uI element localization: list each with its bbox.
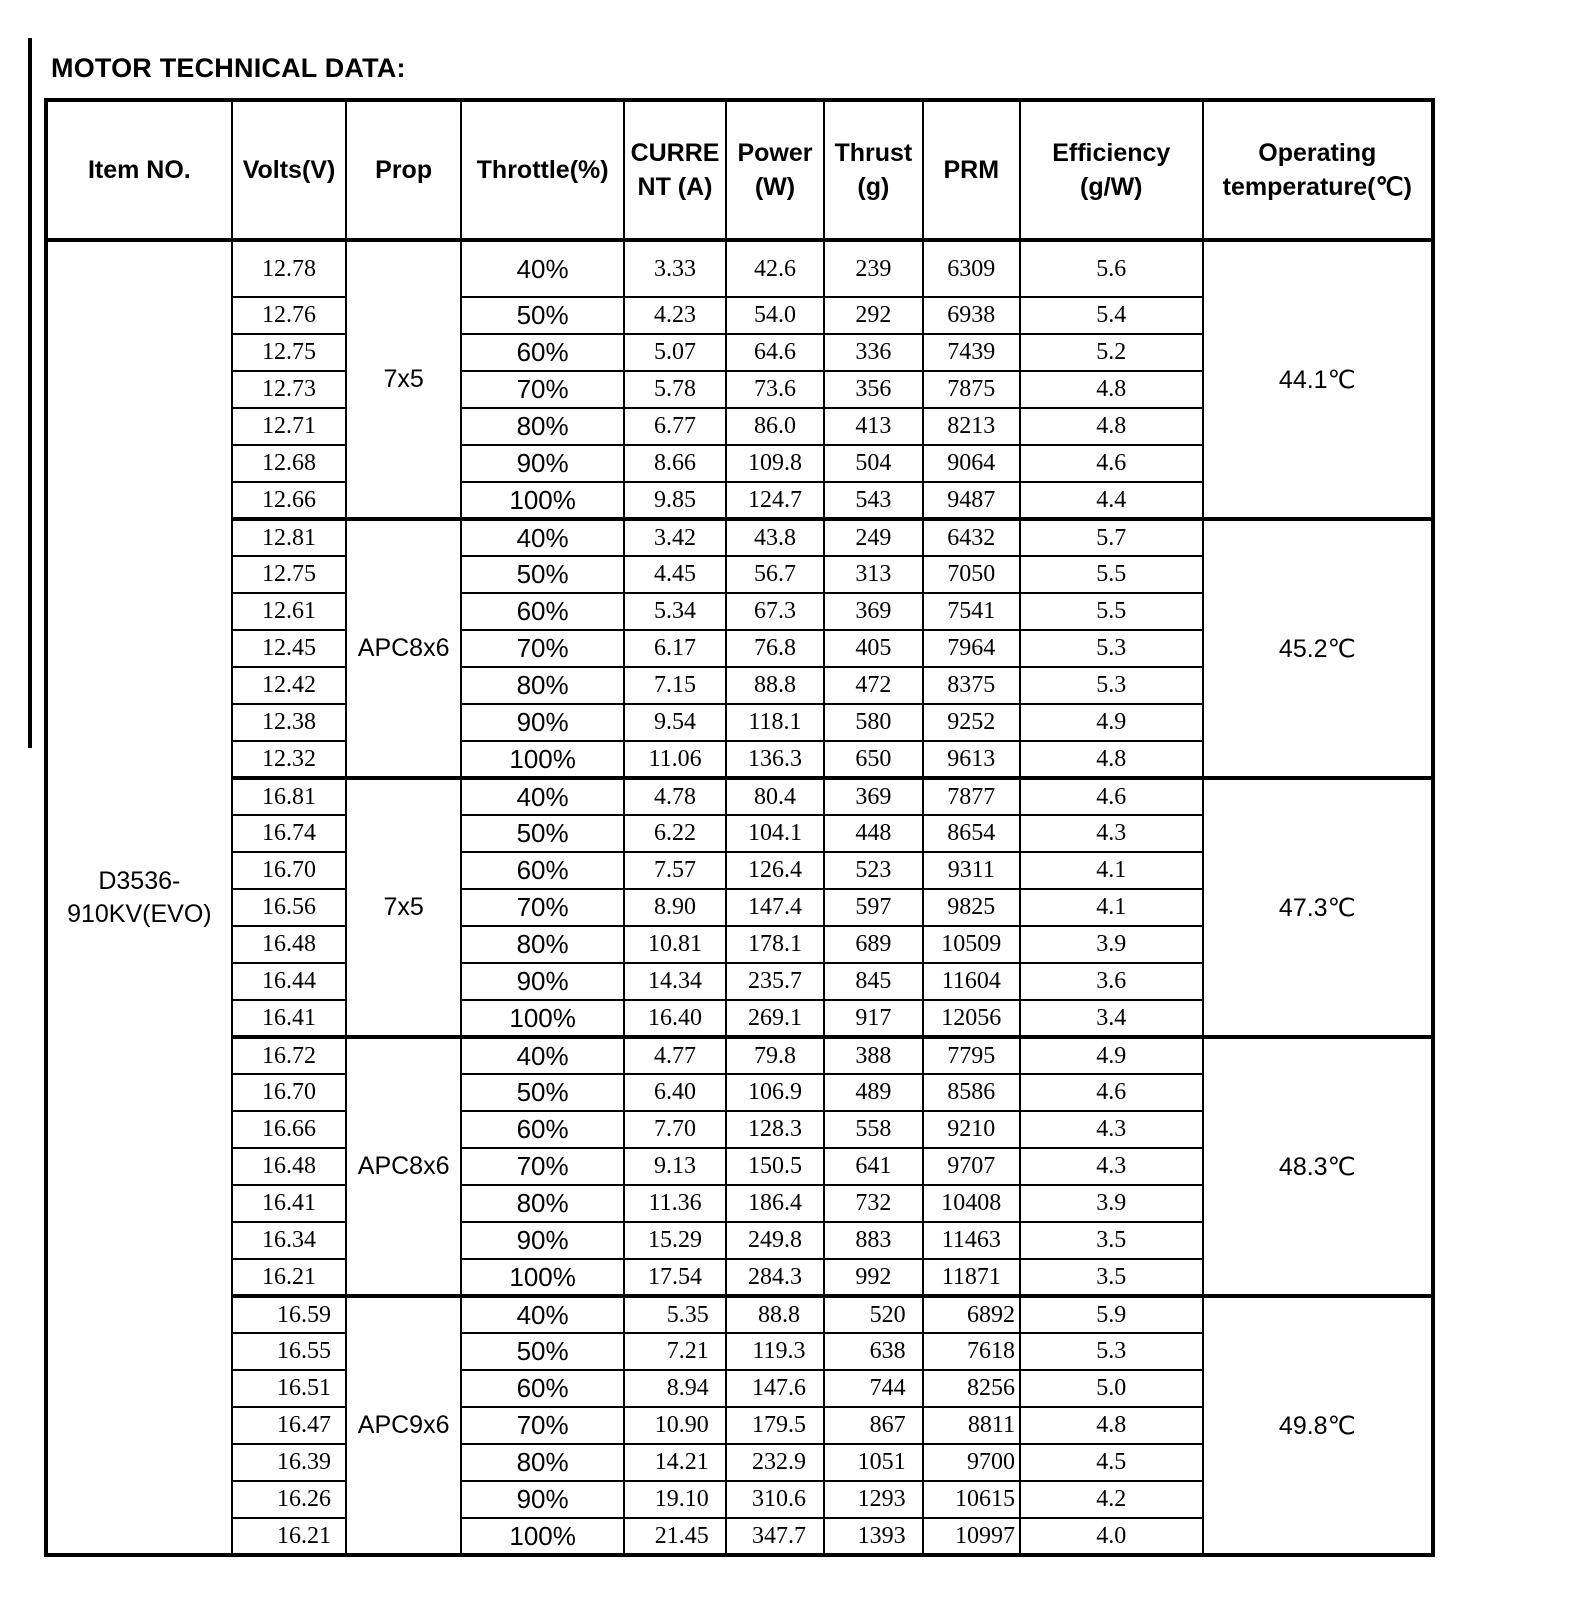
volts-cell: 16.41	[232, 1000, 347, 1037]
current-cell: 3.42	[624, 519, 725, 556]
volts-cell: 16.56	[232, 889, 347, 926]
thrust-cell: 520	[824, 1296, 922, 1333]
thrust-cell: 1393	[824, 1518, 922, 1555]
efficiency-cell: 4.4	[1020, 482, 1203, 519]
efficiency-cell: 5.7	[1020, 519, 1203, 556]
volts-cell: 12.78	[232, 240, 347, 297]
power-cell: 76.8	[726, 630, 824, 667]
efficiency-cell: 4.3	[1020, 1111, 1203, 1148]
thrust-cell: 641	[824, 1148, 922, 1185]
thrust-cell: 732	[824, 1185, 922, 1222]
current-cell: 6.22	[624, 815, 725, 852]
prm-cell: 7439	[923, 334, 1020, 371]
throttle-cell: 50%	[461, 815, 624, 852]
power-cell: 284.3	[726, 1259, 824, 1296]
power-cell: 109.8	[726, 445, 824, 482]
volts-cell: 12.71	[232, 408, 347, 445]
power-cell: 150.5	[726, 1148, 824, 1185]
volts-cell: 16.59	[232, 1296, 347, 1333]
volts-cell: 16.66	[232, 1111, 347, 1148]
current-cell: 10.90	[624, 1407, 725, 1444]
prop-cell: APC8x6	[346, 1037, 461, 1296]
efficiency-cell: 5.9	[1020, 1296, 1203, 1333]
prm-cell: 8586	[923, 1074, 1020, 1111]
header-volts: Volts(V)	[232, 100, 347, 240]
power-cell: 104.1	[726, 815, 824, 852]
power-cell: 118.1	[726, 704, 824, 741]
throttle-cell: 60%	[461, 1111, 624, 1148]
power-cell: 186.4	[726, 1185, 824, 1222]
efficiency-cell: 3.4	[1020, 1000, 1203, 1037]
throttle-cell: 60%	[461, 1370, 624, 1407]
volts-cell: 12.75	[232, 334, 347, 371]
current-cell: 19.10	[624, 1481, 725, 1518]
efficiency-cell: 5.0	[1020, 1370, 1203, 1407]
prm-cell: 10615	[923, 1481, 1020, 1518]
prm-cell: 9825	[923, 889, 1020, 926]
thrust-cell: 650	[824, 741, 922, 778]
volts-cell: 12.42	[232, 667, 347, 704]
efficiency-cell: 4.9	[1020, 704, 1203, 741]
efficiency-cell: 4.8	[1020, 1407, 1203, 1444]
volts-cell: 12.81	[232, 519, 347, 556]
volts-cell: 12.66	[232, 482, 347, 519]
power-cell: 79.8	[726, 1037, 824, 1074]
prm-cell: 7618	[923, 1333, 1020, 1370]
item-no-cell: D3536-910KV(EVO)	[46, 240, 232, 1555]
thrust-cell: 689	[824, 926, 922, 963]
table-row	[46, 519, 1433, 556]
thrust-cell: 388	[824, 1037, 922, 1074]
power-cell: 42.6	[726, 240, 824, 297]
throttle-cell: 70%	[461, 1407, 624, 1444]
prm-cell: 9707	[923, 1148, 1020, 1185]
power-cell: 67.3	[726, 593, 824, 630]
header-item-no: Item NO.	[46, 100, 232, 240]
throttle-cell: 70%	[461, 889, 624, 926]
power-cell: 43.8	[726, 519, 824, 556]
header-thrust: Thrust (g)	[824, 100, 922, 240]
volts-cell: 12.61	[232, 593, 347, 630]
power-cell: 235.7	[726, 963, 824, 1000]
header-power: Power(W)	[726, 100, 824, 240]
throttle-cell: 70%	[461, 630, 624, 667]
efficiency-cell: 5.5	[1020, 593, 1203, 630]
current-cell: 6.17	[624, 630, 725, 667]
prm-cell: 10408	[923, 1185, 1020, 1222]
prop-cell: 7x5	[346, 240, 461, 519]
current-cell: 4.77	[624, 1037, 725, 1074]
prm-cell: 8375	[923, 667, 1020, 704]
efficiency-cell: 5.3	[1020, 667, 1203, 704]
thrust-cell: 356	[824, 371, 922, 408]
volts-cell: 12.73	[232, 371, 347, 408]
current-cell: 7.21	[624, 1333, 725, 1370]
throttle-cell: 100%	[461, 482, 624, 519]
thrust-cell: 523	[824, 852, 922, 889]
prm-cell: 8654	[923, 815, 1020, 852]
left-margin-rule	[28, 38, 32, 748]
throttle-cell: 70%	[461, 371, 624, 408]
power-cell: 347.7	[726, 1518, 824, 1555]
volts-cell: 12.76	[232, 297, 347, 334]
efficiency-cell: 5.5	[1020, 556, 1203, 593]
volts-cell: 16.55	[232, 1333, 347, 1370]
efficiency-cell: 3.9	[1020, 1185, 1203, 1222]
current-cell: 17.54	[624, 1259, 725, 1296]
header-throttle: Throttle(%)	[461, 100, 624, 240]
power-cell: 56.7	[726, 556, 824, 593]
throttle-cell: 80%	[461, 1185, 624, 1222]
efficiency-cell: 5.4	[1020, 297, 1203, 334]
power-cell: 178.1	[726, 926, 824, 963]
thrust-cell: 489	[824, 1074, 922, 1111]
thrust-cell: 867	[824, 1407, 922, 1444]
current-cell: 9.54	[624, 704, 725, 741]
power-cell: 126.4	[726, 852, 824, 889]
current-cell: 6.40	[624, 1074, 725, 1111]
current-cell: 9.85	[624, 482, 725, 519]
thrust-cell: 448	[824, 815, 922, 852]
power-cell: 54.0	[726, 297, 824, 334]
throttle-cell: 40%	[461, 240, 624, 297]
thrust-cell: 558	[824, 1111, 922, 1148]
throttle-cell: 40%	[461, 1037, 624, 1074]
current-cell: 8.94	[624, 1370, 725, 1407]
current-cell: 16.40	[624, 1000, 725, 1037]
throttle-cell: 80%	[461, 667, 624, 704]
power-cell: 128.3	[726, 1111, 824, 1148]
efficiency-cell: 3.5	[1020, 1259, 1203, 1296]
prm-cell: 6432	[923, 519, 1020, 556]
prm-cell: 6309	[923, 240, 1020, 297]
efficiency-cell: 4.2	[1020, 1481, 1203, 1518]
thrust-cell: 597	[824, 889, 922, 926]
current-cell: 14.21	[624, 1444, 725, 1481]
prm-cell: 9311	[923, 852, 1020, 889]
header-efficiency: Efficiency (g/W)	[1020, 100, 1203, 240]
efficiency-cell: 4.0	[1020, 1518, 1203, 1555]
thrust-cell: 883	[824, 1222, 922, 1259]
throttle-cell: 80%	[461, 408, 624, 445]
prop-cell: 7x5	[346, 778, 461, 1037]
power-cell: 88.8	[726, 1296, 824, 1333]
power-cell: 232.9	[726, 1444, 824, 1481]
current-cell: 11.06	[624, 741, 725, 778]
throttle-cell: 90%	[461, 1222, 624, 1259]
operating-temperature-cell: 44.1℃	[1203, 240, 1433, 519]
throttle-cell: 100%	[461, 1259, 624, 1296]
power-cell: 249.8	[726, 1222, 824, 1259]
throttle-cell: 90%	[461, 1481, 624, 1518]
current-cell: 14.34	[624, 963, 725, 1000]
volts-cell: 16.21	[232, 1518, 347, 1555]
volts-cell: 16.21	[232, 1259, 347, 1296]
power-cell: 179.5	[726, 1407, 824, 1444]
thrust-cell: 369	[824, 778, 922, 815]
thrust-cell: 580	[824, 704, 922, 741]
power-cell: 80.4	[726, 778, 824, 815]
volts-cell: 16.39	[232, 1444, 347, 1481]
current-cell: 4.45	[624, 556, 725, 593]
prm-cell: 7795	[923, 1037, 1020, 1074]
table-row	[46, 1037, 1433, 1074]
throttle-cell: 60%	[461, 334, 624, 371]
thrust-cell: 313	[824, 556, 922, 593]
operating-temperature-cell: 45.2℃	[1203, 519, 1433, 778]
current-cell: 5.78	[624, 371, 725, 408]
prm-cell: 10509	[923, 926, 1020, 963]
header-row	[46, 100, 1433, 240]
throttle-cell: 100%	[461, 1518, 624, 1555]
efficiency-cell: 3.5	[1020, 1222, 1203, 1259]
prm-cell: 9252	[923, 704, 1020, 741]
throttle-cell: 50%	[461, 1333, 624, 1370]
header-operating-temperature: Operating temperature(℃)	[1203, 100, 1433, 240]
prm-cell: 11604	[923, 963, 1020, 1000]
thrust-cell: 1051	[824, 1444, 922, 1481]
volts-cell: 16.47	[232, 1407, 347, 1444]
power-cell: 86.0	[726, 408, 824, 445]
prm-cell: 8213	[923, 408, 1020, 445]
power-cell: 73.6	[726, 371, 824, 408]
efficiency-cell: 5.2	[1020, 334, 1203, 371]
thrust-cell: 413	[824, 408, 922, 445]
throttle-cell: 40%	[461, 778, 624, 815]
throttle-cell: 50%	[461, 556, 624, 593]
table-body	[46, 240, 1433, 1555]
throttle-cell: 60%	[461, 852, 624, 889]
volts-cell: 16.81	[232, 778, 347, 815]
throttle-cell: 50%	[461, 1074, 624, 1111]
volts-cell: 16.51	[232, 1370, 347, 1407]
thrust-cell: 249	[824, 519, 922, 556]
current-cell: 8.66	[624, 445, 725, 482]
throttle-cell: 40%	[461, 1296, 624, 1333]
volts-cell: 16.41	[232, 1185, 347, 1222]
prm-cell: 7050	[923, 556, 1020, 593]
thrust-cell: 239	[824, 240, 922, 297]
efficiency-cell: 5.3	[1020, 1333, 1203, 1370]
prm-cell: 7541	[923, 593, 1020, 630]
current-cell: 21.45	[624, 1518, 725, 1555]
efficiency-cell: 4.8	[1020, 408, 1203, 445]
efficiency-cell: 4.1	[1020, 852, 1203, 889]
thrust-cell: 845	[824, 963, 922, 1000]
current-cell: 4.23	[624, 297, 725, 334]
prm-cell: 11871	[923, 1259, 1020, 1296]
volts-cell: 16.70	[232, 852, 347, 889]
power-cell: 136.3	[726, 741, 824, 778]
throttle-cell: 100%	[461, 741, 624, 778]
power-cell: 310.6	[726, 1481, 824, 1518]
prop-cell: APC8x6	[346, 519, 461, 778]
power-cell: 119.3	[726, 1333, 824, 1370]
header-prop: Prop	[346, 100, 461, 240]
volts-cell: 16.34	[232, 1222, 347, 1259]
throttle-cell: 90%	[461, 963, 624, 1000]
thrust-cell: 1293	[824, 1481, 922, 1518]
power-cell: 64.6	[726, 334, 824, 371]
volts-cell: 12.75	[232, 556, 347, 593]
thrust-cell: 744	[824, 1370, 922, 1407]
power-cell: 147.4	[726, 889, 824, 926]
current-cell: 11.36	[624, 1185, 725, 1222]
prm-cell: 11463	[923, 1222, 1020, 1259]
power-cell: 88.8	[726, 667, 824, 704]
thrust-cell: 504	[824, 445, 922, 482]
efficiency-cell: 4.8	[1020, 371, 1203, 408]
current-cell: 9.13	[624, 1148, 725, 1185]
table-row	[46, 778, 1433, 815]
thrust-cell: 992	[824, 1259, 922, 1296]
prm-cell: 7875	[923, 371, 1020, 408]
current-cell: 4.78	[624, 778, 725, 815]
thrust-cell: 369	[824, 593, 922, 630]
volts-cell: 16.48	[232, 1148, 347, 1185]
current-cell: 3.33	[624, 240, 725, 297]
efficiency-cell: 3.9	[1020, 926, 1203, 963]
thrust-cell: 638	[824, 1333, 922, 1370]
table-row	[46, 1296, 1433, 1333]
prm-cell: 9700	[923, 1444, 1020, 1481]
header-prm: PRM	[923, 100, 1020, 240]
prm-cell: 8811	[923, 1407, 1020, 1444]
thrust-cell: 543	[824, 482, 922, 519]
efficiency-cell: 5.6	[1020, 240, 1203, 297]
efficiency-cell: 4.3	[1020, 815, 1203, 852]
current-cell: 5.07	[624, 334, 725, 371]
efficiency-cell: 4.6	[1020, 445, 1203, 482]
operating-temperature-cell: 49.8℃	[1203, 1296, 1433, 1555]
current-cell: 7.15	[624, 667, 725, 704]
current-cell: 5.35	[624, 1296, 725, 1333]
prm-cell: 8256	[923, 1370, 1020, 1407]
prm-cell: 9064	[923, 445, 1020, 482]
current-cell: 6.77	[624, 408, 725, 445]
power-cell: 124.7	[726, 482, 824, 519]
volts-cell: 12.38	[232, 704, 347, 741]
efficiency-cell: 4.5	[1020, 1444, 1203, 1481]
prm-cell: 7964	[923, 630, 1020, 667]
power-cell: 269.1	[726, 1000, 824, 1037]
power-cell: 106.9	[726, 1074, 824, 1111]
efficiency-cell: 4.6	[1020, 778, 1203, 815]
throttle-cell: 100%	[461, 1000, 624, 1037]
volts-cell: 16.74	[232, 815, 347, 852]
volts-cell: 16.70	[232, 1074, 347, 1111]
throttle-cell: 60%	[461, 593, 624, 630]
prm-cell: 6938	[923, 297, 1020, 334]
volts-cell: 16.26	[232, 1481, 347, 1518]
prm-cell: 12056	[923, 1000, 1020, 1037]
current-cell: 8.90	[624, 889, 725, 926]
thrust-cell: 405	[824, 630, 922, 667]
header-current: CURRENT (A)	[624, 100, 725, 240]
efficiency-cell: 3.6	[1020, 963, 1203, 1000]
operating-temperature-cell: 47.3℃	[1203, 778, 1433, 1037]
current-cell: 5.34	[624, 593, 725, 630]
volts-cell: 12.68	[232, 445, 347, 482]
throttle-cell: 90%	[461, 445, 624, 482]
efficiency-cell: 4.9	[1020, 1037, 1203, 1074]
efficiency-cell: 4.3	[1020, 1148, 1203, 1185]
prm-cell: 9487	[923, 482, 1020, 519]
volts-cell: 12.45	[232, 630, 347, 667]
throttle-cell: 40%	[461, 519, 624, 556]
efficiency-cell: 4.8	[1020, 741, 1203, 778]
volts-cell: 12.32	[232, 741, 347, 778]
prop-cell: APC9x6	[346, 1296, 461, 1555]
efficiency-cell: 4.1	[1020, 889, 1203, 926]
current-cell: 7.57	[624, 852, 725, 889]
throttle-cell: 50%	[461, 297, 624, 334]
current-cell: 7.70	[624, 1111, 725, 1148]
current-cell: 10.81	[624, 926, 725, 963]
volts-cell: 16.72	[232, 1037, 347, 1074]
volts-cell: 16.48	[232, 926, 347, 963]
throttle-cell: 80%	[461, 926, 624, 963]
operating-temperature-cell: 48.3℃	[1203, 1037, 1433, 1296]
throttle-cell: 80%	[461, 1444, 624, 1481]
volts-cell: 16.44	[232, 963, 347, 1000]
page-title: MOTOR TECHNICAL DATA:	[51, 53, 406, 83]
prm-cell: 6892	[923, 1296, 1020, 1333]
motor-data-table	[44, 98, 1435, 1557]
thrust-cell: 336	[824, 334, 922, 371]
prm-cell: 9210	[923, 1111, 1020, 1148]
thrust-cell: 917	[824, 1000, 922, 1037]
prm-cell: 7877	[923, 778, 1020, 815]
throttle-cell: 90%	[461, 704, 624, 741]
efficiency-cell: 4.6	[1020, 1074, 1203, 1111]
prm-cell: 9613	[923, 741, 1020, 778]
table-row	[46, 240, 1433, 297]
current-cell: 15.29	[624, 1222, 725, 1259]
prm-cell: 10997	[923, 1518, 1020, 1555]
power-cell: 147.6	[726, 1370, 824, 1407]
throttle-cell: 70%	[461, 1148, 624, 1185]
thrust-cell: 292	[824, 297, 922, 334]
thrust-cell: 472	[824, 667, 922, 704]
efficiency-cell: 5.3	[1020, 630, 1203, 667]
